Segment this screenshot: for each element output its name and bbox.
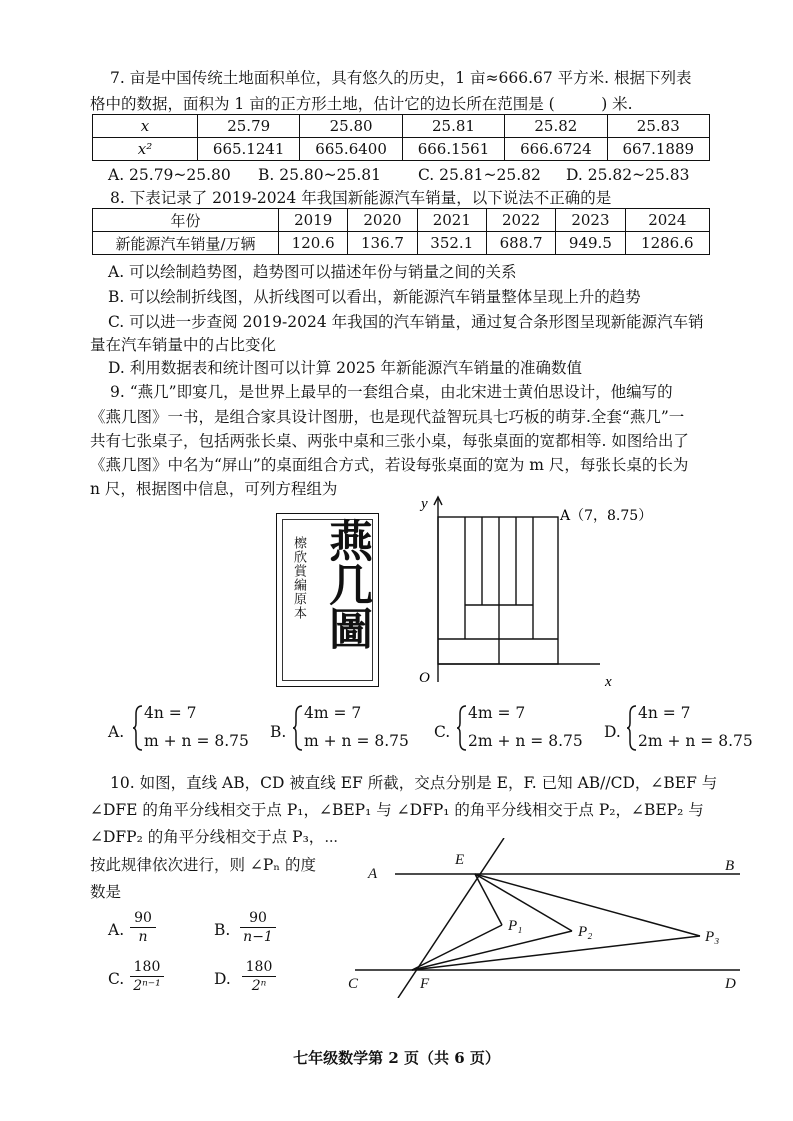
parallel-lines-diagram (340, 838, 750, 998)
y-axis-label: y (421, 496, 428, 512)
q10-stem-line3: ∠DFP₂ 的角平分线相交于点 P₃，⋯ (90, 828, 339, 846)
q8-option-d: D. 利用数据表和统计图可以计算 2025 年新能源汽车销量的准确数值 (108, 359, 583, 377)
q7-table-cell: 666.1561 (402, 138, 504, 161)
q8-table-sales: 1286.6 (625, 232, 709, 255)
fraction-numerator: 90 (249, 910, 267, 926)
q10-option-letter: C. (108, 970, 125, 988)
q9-option-letter: B. (270, 723, 287, 741)
q10-stem-line5: 数是 (90, 883, 122, 901)
book-cover-small-text: 檫欣賞編原本 (291, 536, 306, 620)
q8-table-year: 2023 (556, 209, 625, 232)
q7-table-cell: 25.81 (402, 115, 504, 138)
point-d-label: D (725, 976, 736, 992)
q7-table-cell: 25.80 (300, 115, 402, 138)
q8-table-sales: 352.1 (417, 232, 486, 255)
yanjitu-book-cover (276, 513, 379, 687)
q9-option-eq1: 4n = 7 (638, 704, 691, 722)
q7-table-cell: 25.83 (607, 115, 709, 138)
q9-option-eq2: m + n = 8.75 (304, 732, 409, 750)
q8-table-sales: 688.7 (486, 232, 555, 255)
q8-stem: 8. 下表记录了 2019-2024 年我国新能源汽车销量，以下说法不正确的是 (110, 189, 612, 207)
q10-option-fraction (242, 959, 276, 994)
fraction-bar (242, 976, 276, 977)
point-e-label: E (455, 852, 465, 868)
q7-table-cell: 665.1241 (198, 138, 300, 161)
point-p2-label: P₂ (578, 924, 593, 940)
q8-table-year: 2019 (279, 209, 348, 232)
q10-stem-line2: ∠DFE 的角平分线相交于点 P₁，∠BEP₁ 与 ∠DFP₁ 的角平分线相交于点 P₂，∠BEP₂ 与 (90, 801, 704, 819)
q7-table-cell: 667.1889 (607, 138, 709, 161)
origin-label: O (419, 670, 430, 686)
q9-option-eq2: m + n = 8.75 (144, 732, 249, 750)
q10-stem-line1: 10. 如图，直线 AB，CD 被直线 EF 所截，交点分别是 E，F. 已知 AB//CD，∠BEF 与 (110, 774, 718, 792)
q7-option-d: D. 25.82~25.83 (566, 166, 690, 184)
q7-table-label-x: x (93, 115, 198, 138)
q9-stem-line3: 共有七张桌子，包括两张长桌、两张中桌和三张小桌，每张桌面的宽都相等. 如图给出了 (90, 432, 689, 450)
q9-option-letter: A. (108, 723, 125, 741)
point-f-label: F (420, 976, 430, 992)
q10-option-letter: A. (108, 921, 125, 939)
q8-table-sales: 136.7 (348, 232, 417, 255)
q7-table-cell: 25.82 (505, 115, 607, 138)
fraction-numerator: 180 (133, 959, 161, 975)
q7-table-row-x2 (93, 138, 710, 161)
q7-table-cell: 666.6724 (505, 138, 607, 161)
q9-stem-line2: 《燕几图》一书，是组合家具设计图册，也是现代益智玩具七巧板的萌芽.全套“燕几”一 (90, 408, 685, 426)
q7-stem-line2: 格中的数据，面积为 1 亩的正方形土地，估计它的边长所在范围是 ( ) 米. (90, 95, 633, 113)
q9-option-eq2: 2m + n = 8.75 (638, 732, 753, 750)
q8-table-year: 2020 (348, 209, 417, 232)
q7-table-row-x (93, 115, 710, 138)
fraction-bar (130, 976, 164, 977)
q8-option-a: A. 可以绘制趋势图，趋势图可以描述年份与销量之间的关系 (108, 263, 517, 281)
q9-option-letter: D. (604, 723, 621, 741)
line-ef (398, 838, 504, 998)
page-footer: 七年级数学第 2 页（共 6 页） (293, 1049, 500, 1067)
point-a-label: A（7，8.75） (560, 508, 653, 524)
fraction-numerator: 90 (134, 910, 152, 926)
q10-option-letter: D. (214, 970, 231, 988)
q8-option-c-line1: C. 可以进一步查阅 2019-2024 年我国的汽车销量，通过复合条形图呈现新能源汽车销 (108, 313, 704, 331)
fraction-bar (240, 927, 276, 928)
q9-option-letter: C. (434, 723, 451, 741)
q8-table-row-label: 新能源汽车销量/万辆 (93, 232, 279, 255)
q8-table-year: 2021 (417, 209, 486, 232)
q9-option-eq1: 4n = 7 (144, 704, 197, 722)
brace-icon (132, 704, 144, 752)
q8-table-sales-row (93, 232, 710, 255)
q8-table-sales: 120.6 (279, 232, 348, 255)
q8-table-year: 2024 (625, 209, 709, 232)
q10-option-fraction (130, 959, 164, 994)
x-axis-label: x (605, 674, 612, 690)
brace-icon (626, 704, 638, 752)
q10-option-fraction (130, 910, 156, 945)
point-c-label: C (348, 976, 359, 992)
point-a-label: A (368, 866, 378, 882)
q9-option-eq2: 2m + n = 8.75 (468, 732, 583, 750)
segment-p2-f (412, 931, 572, 970)
point-p1-label: P₁ (508, 918, 523, 934)
fraction-denominator: n (138, 929, 148, 945)
q9-stem-line5: n 尺，根据图中信息，可列方程组为 (90, 480, 338, 498)
q8-table-year: 2022 (486, 209, 555, 232)
brace-icon (456, 704, 468, 752)
q7-option-b: B. 25.80~25.81 (258, 166, 381, 184)
fraction-denominator: n−1 (243, 929, 273, 945)
q9-option-eq1: 4m = 7 (468, 704, 526, 722)
q7-table-cell: 665.6400 (300, 138, 402, 161)
q9-stem-line1: 9. “燕几”即宴几，是世界上最早的一套组合桌，由北宋进士黄伯思设计，他编写的 (110, 383, 673, 401)
q8-table-header-row (93, 209, 710, 232)
q7-option-a: A. 25.79~25.80 (108, 166, 231, 184)
q7-table (92, 114, 710, 161)
pingshan-diagram (405, 492, 670, 692)
q7-table-cell: 25.79 (198, 115, 300, 138)
point-p3-label: P₃ (705, 929, 720, 945)
q9-option-eq1: 4m = 7 (304, 704, 362, 722)
q7-table-label-x2: x² (93, 138, 198, 161)
q10-option-fraction (240, 910, 276, 945)
q8-table-sales: 949.5 (556, 232, 625, 255)
q10-stem-line4: 按此规律依次进行，则 ∠Pₙ 的度 (90, 856, 316, 874)
q8-option-c-line2: 量在汽车销量中的占比变化 (90, 336, 277, 354)
q8-option-b: B. 可以绘制折线图，从折线图可以看出，新能源汽车销量整体呈现上升的趋势 (108, 288, 641, 306)
point-b-label: B (725, 858, 735, 874)
q7-stem-line1: 7. 亩是中国传统土地面积单位，具有悠久的历史，1 亩≈666.67 平方米. 根据下列表 (110, 69, 692, 87)
q10-option-letter: B. (214, 921, 231, 939)
segment-p3-f (412, 936, 700, 970)
q9-stem-line4: 《燕几图》中名为“屏山”的桌面组合方式，若设每张桌面的宽为 m 尺，每张长桌的长为 (90, 456, 689, 474)
fraction-denominator: 2ⁿ⁻¹ (133, 978, 161, 994)
fraction-bar (130, 927, 156, 928)
table-outline (438, 517, 558, 664)
fraction-numerator: 180 (245, 959, 273, 975)
q8-table-header-label: 年份 (93, 209, 279, 232)
brace-icon (292, 704, 304, 752)
segment-p1-f (412, 925, 502, 970)
q8-table (92, 208, 710, 255)
fraction-denominator: 2ⁿ (251, 978, 267, 994)
q7-option-c: C. 25.81~25.82 (418, 166, 541, 184)
book-cover-title: 燕几圖 (321, 518, 372, 650)
